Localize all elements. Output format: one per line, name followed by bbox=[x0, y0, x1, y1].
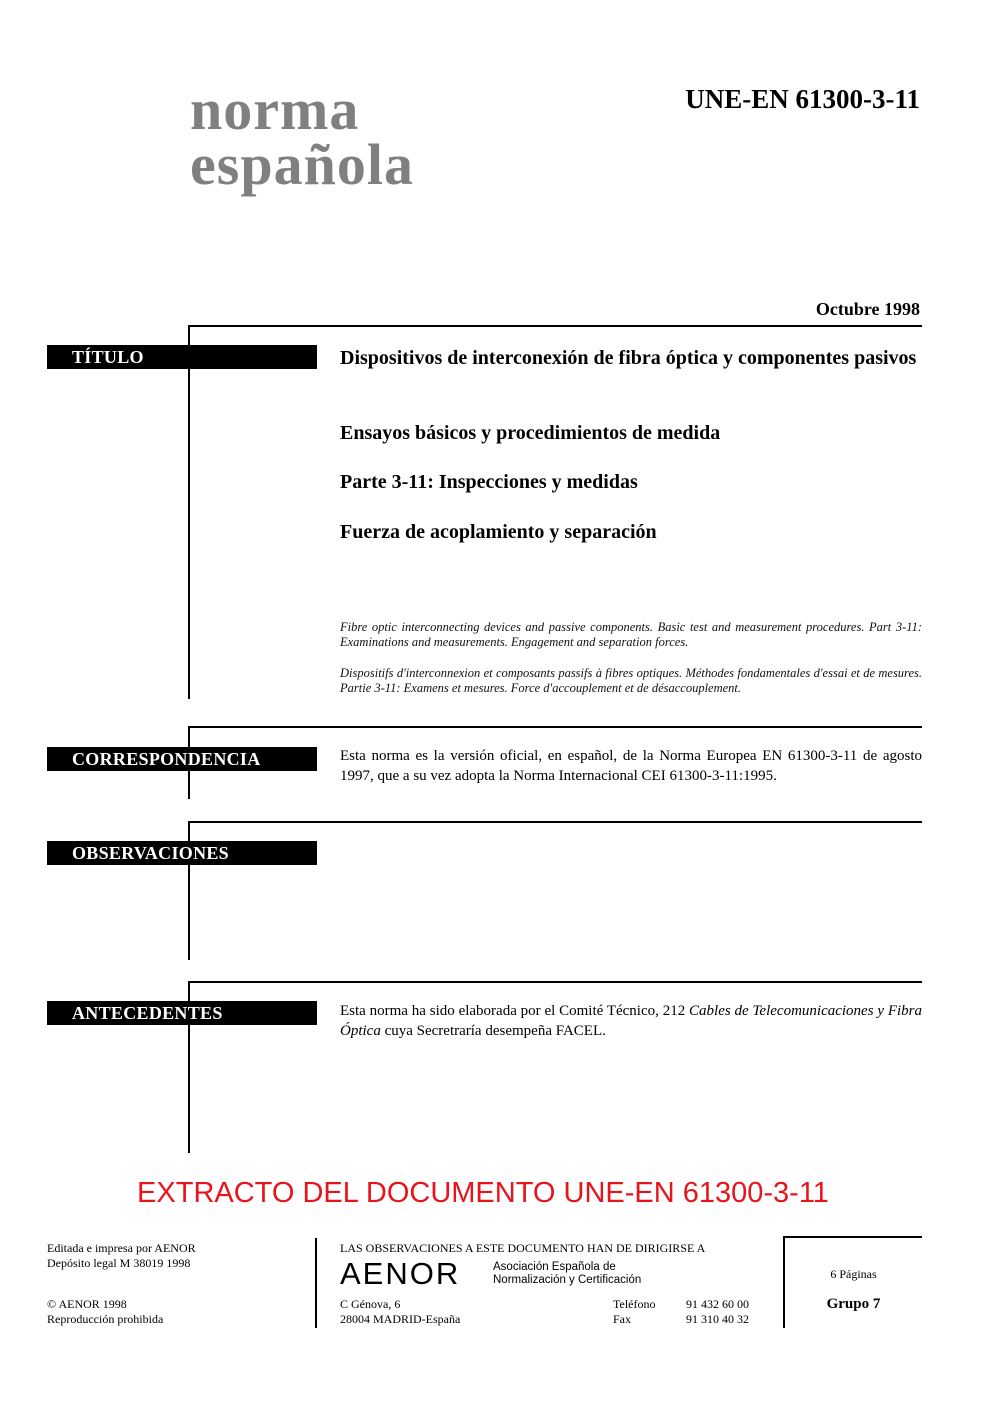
aenor-subtitle-line: Asociación Española de bbox=[493, 1261, 616, 1273]
brand-line-2: española bbox=[190, 132, 414, 197]
aenor-subtitle-line: Normalización y Certificación bbox=[493, 1274, 642, 1286]
section-divider bbox=[188, 726, 922, 728]
antecedentes-text-part: Esta norma ha sido elaborada por el Comité Técnico, 212 bbox=[340, 1003, 690, 1019]
antecedentes-text-part: cuya Secretraría desempeña FACEL. bbox=[380, 1023, 606, 1039]
section-divider bbox=[188, 821, 922, 823]
footer-tel: 91 432 60 00 bbox=[686, 1297, 749, 1311]
footer-reproduccion: Reproducción prohibida bbox=[47, 1312, 164, 1326]
committee-name: Cables de Telecomunicaciones y Fibra Óptica bbox=[340, 1003, 923, 1039]
section-divider bbox=[188, 981, 922, 983]
correspondencia-text: Esta norma es la versión oficial, en español, de la Norma Europea EN 61300-3-11 de agosto 1997, que a su vez adopta la Norma Internacional CEI 61300-3-11:1995. bbox=[340, 748, 922, 784]
footer-tel-label: Teléfono bbox=[613, 1297, 656, 1311]
brand-title bbox=[190, 77, 414, 197]
label-titulo: TÍTULO bbox=[47, 345, 317, 369]
title-english: Fibre optic interconnecting devices and passive components. Basic test and measurement procedures. Part 3-11: Examinations and measurements. Engagement and separation forces. bbox=[340, 620, 922, 649]
footer-address-1: C Génova, 6 bbox=[340, 1297, 401, 1311]
footer-edited: Editada e impresa por AENOR bbox=[47, 1241, 196, 1255]
title-french: Dispositifs d'interconnexion et composants passifs à fibres optiques. Méthodes fondamentales d'essai et de mesures. Partie 3-11: Examens et mesures. Force d'accouplement et de désaccouplement. bbox=[340, 666, 922, 695]
title-line-2: Ensayos básicos y procedimientos de medida bbox=[340, 422, 721, 444]
title-line-4: Fuerza de acoplamiento y separación bbox=[340, 521, 657, 543]
label-antecedentes: ANTECEDENTES bbox=[47, 1001, 317, 1025]
document-id: UNE-EN 61300-3-11 bbox=[685, 84, 920, 114]
footer-fax: 91 310 40 32 bbox=[686, 1312, 749, 1326]
document-date: Octubre 1998 bbox=[815, 299, 920, 319]
footer-vline bbox=[315, 1238, 317, 1328]
footer-box-left bbox=[783, 1236, 785, 1328]
label-observaciones: OBSERVACIONES bbox=[47, 841, 317, 865]
footer-box-top bbox=[783, 1236, 922, 1238]
extract-watermark: EXTRACTO DEL DOCUMENTO UNE-EN 61300-3-11 bbox=[137, 1177, 829, 1209]
aenor-subtitle bbox=[493, 1261, 641, 1287]
antecedentes-text bbox=[340, 1001, 922, 1041]
title-line-1: Dispositivos de interconexión de fibra óptica y componentes pasivos bbox=[340, 347, 917, 369]
footer-pages: 6 Páginas bbox=[830, 1267, 877, 1281]
footer-fax-label: Fax bbox=[613, 1312, 631, 1326]
brand-line-1: norma bbox=[190, 77, 360, 142]
section-divider bbox=[188, 325, 922, 327]
label-correspondencia: CORRESPONDENCIA bbox=[47, 747, 317, 771]
footer-grupo: Grupo 7 bbox=[826, 1296, 881, 1312]
footer-address-2: 28004 MADRID-España bbox=[340, 1312, 461, 1326]
footer-copyright: © AENOR 1998 bbox=[47, 1297, 127, 1311]
footer-deposito: Depósito legal M 38019 1998 bbox=[47, 1256, 191, 1270]
section-vline bbox=[188, 325, 190, 699]
footer-observaciones-note: LAS OBSERVACIONES A ESTE DOCUMENTO HAN DE DIRIGIRSE A bbox=[340, 1241, 706, 1255]
aenor-logo: AENOR bbox=[340, 1256, 461, 1291]
title-line-3: Parte 3-11: Inspecciones y medidas bbox=[340, 471, 638, 493]
